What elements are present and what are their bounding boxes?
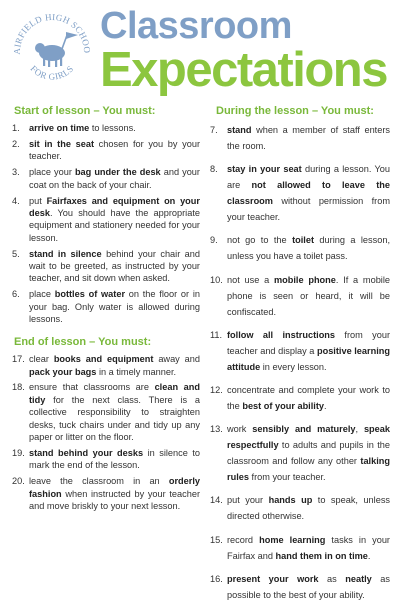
logo-text-top: AIRFIELD HIGH SCHOO xyxy=(11,11,93,55)
rule-number: 4. xyxy=(12,195,20,206)
rule-item xyxy=(210,492,390,524)
lamb-icon xyxy=(35,32,78,67)
rule-text: put your xyxy=(227,495,269,506)
rule-number: 16. xyxy=(210,573,223,584)
rule-number: 15. xyxy=(210,534,223,545)
rule-text: . If a mobile phone is seen or heard, it will be confiscated. xyxy=(227,274,390,317)
rule-text: during a lesson, unless you have a toilet pass. xyxy=(227,235,390,262)
rule-text: . xyxy=(367,550,371,561)
rule-number: 1. xyxy=(12,123,20,133)
rule-emphasis: books and equipment xyxy=(53,354,154,365)
rule-text: and your coat on the back of your chair. xyxy=(29,167,200,190)
rule-text: not use a xyxy=(227,274,274,285)
rule-text: from your teacher and display a xyxy=(227,329,391,356)
rule-text: during a lesson. You are xyxy=(227,164,390,191)
rule-text: in every lesson. xyxy=(260,361,327,372)
rule-text: concentrate and complete your work to the xyxy=(227,384,390,411)
rule-emphasis: toilet xyxy=(292,235,315,246)
rule-number: 13. xyxy=(210,424,223,435)
rule-emphasis: talking rules xyxy=(227,456,390,483)
rule-number: 11. xyxy=(210,329,223,340)
rule-number: 5. xyxy=(12,248,20,259)
page-title-line2: Expectations xyxy=(100,43,387,97)
rule-emphasis: neatly xyxy=(345,573,372,584)
left-column xyxy=(12,104,200,516)
rule-item xyxy=(210,571,390,603)
during-lesson-heading: During the lesson – You must: xyxy=(216,105,374,117)
rule-text: . xyxy=(324,400,327,411)
rule-text: record xyxy=(227,534,260,545)
rule-emphasis: present your work xyxy=(227,573,319,584)
rule-item xyxy=(210,421,390,485)
rule-emphasis: home learning xyxy=(259,534,326,545)
rule-number: 7. xyxy=(210,125,218,135)
rule-number: 3. xyxy=(12,167,20,178)
rule-text: from your teacher. xyxy=(248,472,326,483)
rule-item xyxy=(12,475,200,512)
rule-number: 18. xyxy=(12,382,25,393)
rule-emphasis: stand behind your desks xyxy=(29,447,144,458)
right-column xyxy=(210,104,390,610)
end-lesson-heading: End of lesson – You must: xyxy=(14,336,152,349)
rule-text: in silence to mark the end of the lesson. xyxy=(29,447,200,471)
rule-item xyxy=(210,161,390,225)
rule-text: tasks in your Fairfax and xyxy=(227,534,390,561)
during-lesson-list xyxy=(210,122,390,603)
rule-number: 6. xyxy=(12,289,20,300)
rule-emphasis: stand xyxy=(227,125,252,135)
rule-text: place xyxy=(29,289,55,300)
rule-text: as xyxy=(318,573,346,584)
rule-item xyxy=(210,232,390,264)
svg-text:FOR GIRLS xyxy=(28,64,75,82)
rule-item xyxy=(12,447,200,472)
rule-text: behind your chair and wait to be greeted, as instructed by your teacher, and sit down when asked. xyxy=(29,248,200,284)
rule-emphasis: pack your bags xyxy=(29,366,97,377)
rule-text: not go to the xyxy=(227,235,293,246)
rule-emphasis: clean and tidy xyxy=(29,382,200,405)
rule-text: chosen for you by your teacher. xyxy=(29,138,201,162)
rule-text: put xyxy=(29,195,47,206)
rule-item xyxy=(210,382,390,414)
rule-emphasis: mobile phone xyxy=(273,274,336,285)
rule-item xyxy=(210,122,390,154)
rule-text: place your xyxy=(29,167,75,178)
rule-text: to adults and pupils in the classroom and follow any other xyxy=(227,440,390,467)
start-lesson-list xyxy=(12,122,200,326)
rule-text: to speak, unless directed otherwise. xyxy=(227,495,391,522)
rule-text: when a member of staff enters the room. xyxy=(227,125,390,151)
page-title-line1: Classroom xyxy=(100,5,292,47)
rule-number: 20. xyxy=(12,476,25,487)
start-lesson-heading: Start of lesson – You must: xyxy=(14,105,156,117)
rule-item xyxy=(210,327,390,375)
rule-text: to lessons. xyxy=(89,123,136,133)
rule-number: 2. xyxy=(12,138,20,149)
rule-item xyxy=(12,195,200,245)
rule-emphasis: follow all instructions xyxy=(227,329,336,340)
rule-number: 9. xyxy=(210,235,218,246)
rule-emphasis: bottles of water xyxy=(54,289,126,300)
rule-item xyxy=(210,532,390,564)
rule-emphasis: not allowed to leave the classroom xyxy=(227,180,390,207)
rule-item xyxy=(12,248,200,285)
rule-emphasis: positive learning attitude xyxy=(227,345,390,372)
rule-item xyxy=(12,288,200,325)
rule-number: 19. xyxy=(12,447,25,458)
rule-text: on the floor or in your bag. Only water is allowed during lessons. xyxy=(29,289,200,325)
rule-text: clear xyxy=(29,354,54,365)
rule-emphasis: Fairfaxes and equipment on your desk xyxy=(29,195,200,218)
rule-item xyxy=(12,166,200,191)
rule-emphasis: orderly fashion xyxy=(29,476,200,499)
rule-text: away and xyxy=(153,354,200,365)
rule-item xyxy=(210,272,390,320)
rule-emphasis: stand in silence xyxy=(29,248,102,259)
rule-emphasis: speak respectfully xyxy=(227,424,390,451)
rule-text: , xyxy=(355,424,364,435)
rule-emphasis: hands up xyxy=(268,495,313,506)
rule-emphasis: best of your ability xyxy=(242,400,325,411)
rule-text: for the next class. There is a collective responsibility to straighten desks, tuck chairs under and tidy up any paper or litter on the floor. xyxy=(29,394,200,443)
rule-text: when instructed by your teacher and move briskly to your next lesson. xyxy=(29,488,200,512)
rule-number: 14. xyxy=(210,495,223,506)
school-logo xyxy=(8,6,96,94)
rule-number: 12. xyxy=(210,384,223,395)
rule-text: in a timely manner. xyxy=(96,366,177,377)
end-lesson-list xyxy=(12,353,200,512)
rule-emphasis: stay in your seat xyxy=(227,164,302,175)
rule-item xyxy=(12,122,200,134)
rule-emphasis: arrive on time xyxy=(29,123,90,133)
rule-emphasis: sensibly and maturely xyxy=(252,424,356,435)
rule-text: ensure that classrooms are xyxy=(29,382,155,393)
rule-text: without permission from your teacher. xyxy=(227,196,390,223)
rule-emphasis: bag under the desk xyxy=(74,167,161,178)
rule-text: work xyxy=(227,424,253,435)
logo-text-bottom: FOR GIRLS xyxy=(28,63,76,82)
rule-emphasis: sit in the seat xyxy=(29,138,95,149)
rule-text: leave the classroom in an xyxy=(29,476,169,487)
rule-number: 10. xyxy=(210,274,223,285)
rule-number: 8. xyxy=(210,164,218,175)
rule-number: 17. xyxy=(12,354,25,365)
rule-emphasis: hand them in on time xyxy=(275,550,368,561)
rule-text: as possible to the best of your ability. xyxy=(227,573,390,600)
rule-text: . You should have the appropriate equipment and stationery needed for your lesson. xyxy=(29,207,200,243)
rule-item xyxy=(12,138,200,163)
rule-item xyxy=(12,381,200,443)
rule-item xyxy=(12,353,200,378)
